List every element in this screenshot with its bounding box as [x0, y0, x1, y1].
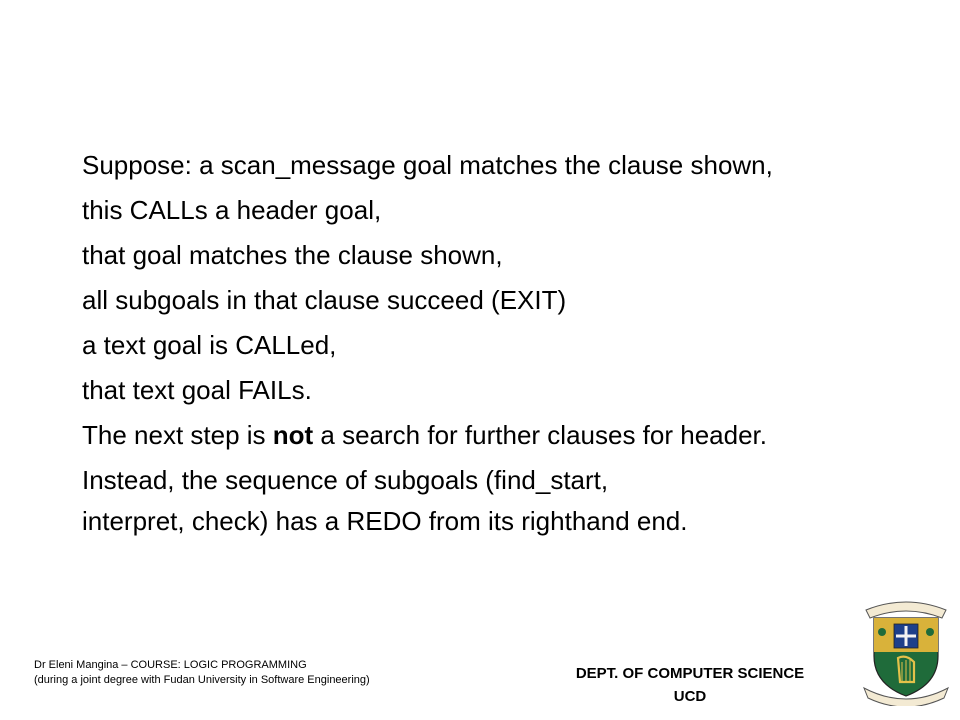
body-paragraph-3: that goal matches the clause shown,: [82, 240, 503, 270]
body-paragraph-1: Suppose: a scan_message goal matches the clause shown,: [82, 150, 773, 180]
body-paragraph-2: this CALLs a header goal,: [82, 195, 382, 225]
footer-department: [540, 662, 840, 708]
university-name: UCD: [673, 688, 707, 705]
slide-body: [82, 150, 882, 551]
ucd-crest-logo: [860, 596, 952, 706]
body-paragraph-7: [82, 420, 882, 451]
body-paragraph-5: a text goal is CALLed,: [82, 330, 337, 360]
body-paragraph-7-end: a search for further clauses for header.: [313, 420, 767, 450]
body-paragraph-6: that text goal FAILs.: [82, 375, 312, 405]
body-paragraph-7-start: The next step is: [82, 420, 273, 450]
body-paragraph-8: Instead, the sequence of subgoals (find_start,: [82, 465, 609, 495]
footer-credit: [34, 658, 474, 688]
body-paragraph-4: all subgoals in that clause succeed (EXIT): [82, 285, 567, 315]
body-paragraph-9: interpret, check) has a REDO from its righthand end.: [82, 506, 688, 536]
department-name: DEPT. OF COMPUTER SCIENCE: [575, 665, 805, 682]
footer-author: Dr Eleni Mangina – COURSE: LOGIC PROGRAMMING: [34, 659, 307, 671]
footer-degree: (during a joint degree with Fudan University in Software Engineering): [34, 674, 370, 686]
emphasis-not: not: [272, 420, 314, 450]
